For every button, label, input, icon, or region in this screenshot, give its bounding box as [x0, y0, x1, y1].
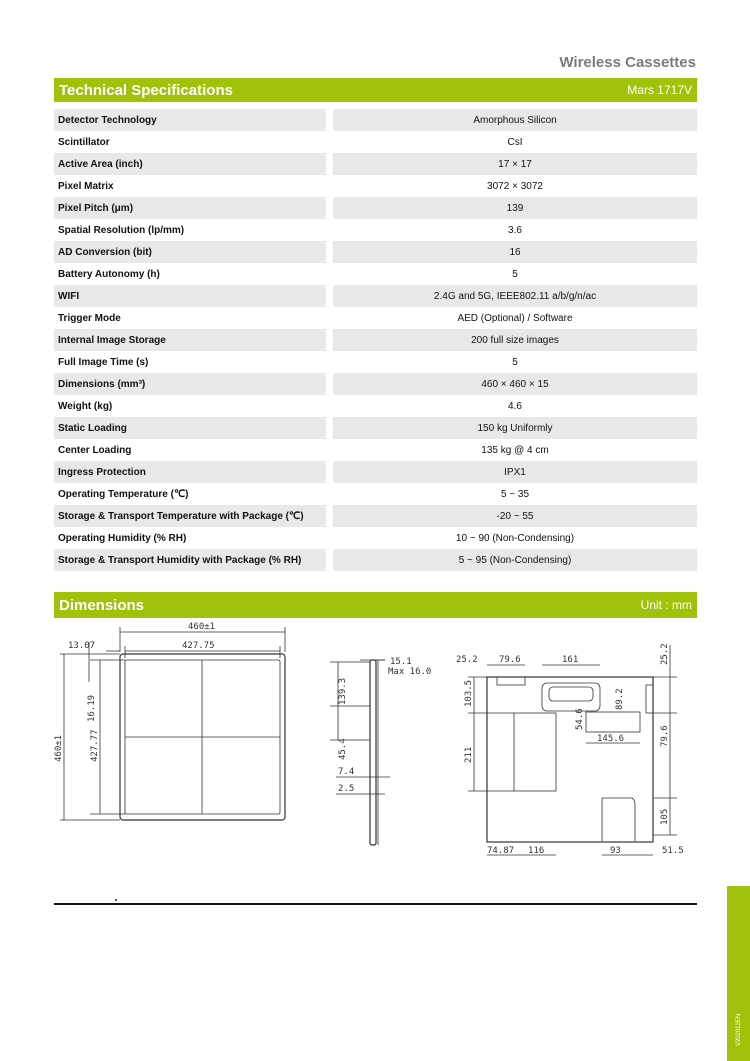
back-bottom-2: 116 [528, 846, 545, 856]
back-right-mid: 79.6 [660, 725, 670, 747]
dimensions-section-header [54, 592, 697, 618]
spec-label: Ingress Protection [54, 461, 326, 483]
back-bottom-4: 51.5 [662, 846, 684, 856]
spec-label: Storage & Transport Humidity with Package (% RH) [54, 549, 326, 571]
back-handle: 161 [562, 655, 579, 665]
spec-row [54, 549, 697, 571]
spec-section-header [54, 78, 697, 102]
spec-label: Detector Technology [54, 109, 326, 131]
spec-row [54, 461, 697, 483]
spec-value: 5 ~ 35 [500, 488, 530, 500]
spec-label: Active Area (inch) [54, 153, 326, 175]
front-left-margin: 13.07 [68, 641, 96, 651]
spec-label: Scintillator [58, 136, 110, 148]
side-dim-139: 139.3 [338, 677, 348, 705]
spec-value: 5 [512, 356, 518, 368]
footer-divider [54, 903, 697, 905]
spec-row [54, 483, 697, 505]
spec-label: Operating Temperature (℃) [58, 488, 189, 500]
spec-row [54, 329, 697, 351]
back-top-left: 25.2 [456, 655, 478, 665]
spec-value: 460 × 460 × 15 [333, 373, 697, 395]
spec-value: Amorphous Silicon [333, 109, 697, 131]
spec-row [54, 505, 697, 527]
back-bottom-1: 74.87 [487, 846, 515, 856]
dimensions-section-title: Dimensions [59, 596, 145, 614]
spec-value: AED (Optional) / Software [457, 312, 573, 324]
spec-label: Weight (kg) [58, 400, 113, 412]
back-right-bottom: 105 [660, 808, 670, 825]
spec-section-title: Technical Specifications [59, 81, 233, 99]
side-dim-45: 45.4 [338, 738, 348, 760]
spec-label: Battery Autonomy (h) [58, 268, 160, 280]
back-left-top: 103.5 [464, 679, 474, 707]
spec-value: IPX1 [333, 461, 697, 483]
spec-label: Spatial Resolution (lp/mm) [58, 224, 185, 236]
spec-value: 17 × 17 [333, 153, 697, 175]
spec-row [54, 351, 697, 373]
back-label-width: 145.6 [597, 734, 625, 744]
spec-label: Storage & Transport Temperature with Package (℃) [54, 505, 326, 527]
back-left-mid: 211 [464, 746, 474, 763]
spec-row [54, 373, 697, 395]
front-active-width: 427.75 [182, 641, 215, 651]
spec-label: Dimensions (mm³) [54, 373, 326, 395]
side-thickness: 15.1 [390, 657, 412, 667]
front-outer-height: 460±1 [54, 734, 64, 762]
back-right-top: 25.2 [660, 643, 670, 665]
spec-row [54, 131, 697, 153]
spec-row [54, 263, 697, 285]
spec-value: 139 [333, 197, 697, 219]
back-view-drawing [452, 635, 697, 870]
front-view-drawing [54, 622, 305, 867]
spec-row [54, 109, 697, 131]
back-label-height: 89.2 [615, 688, 625, 710]
spec-row [54, 527, 697, 549]
spec-label: Trigger Mode [58, 312, 121, 324]
spec-label: Internal Image Storage [54, 329, 326, 351]
spec-value: CsI [507, 136, 523, 148]
version-code: V202012EN [735, 1013, 742, 1047]
spec-value: 4.6 [508, 400, 522, 412]
front-outer-width: 460±1 [188, 622, 216, 632]
spec-value: 5 [512, 268, 518, 280]
version-tab [727, 886, 750, 1061]
spec-row [54, 241, 697, 263]
spec-value: 3.6 [508, 224, 522, 236]
spec-table [54, 109, 697, 571]
footer-mark [115, 899, 117, 901]
document-category: Wireless Cassettes [559, 54, 696, 71]
spec-value: 5 ~ 95 (Non-Condensing) [333, 549, 697, 571]
spec-label: AD Conversion (bit) [54, 241, 326, 263]
back-bottom-3: 93 [610, 846, 621, 856]
spec-value: 2.4G and 5G, IEEE802.11 a/b/g/n/ac [333, 285, 697, 307]
unit-label: Unit : mm [640, 598, 692, 612]
spec-row [54, 219, 697, 241]
front-top-margin: 16.19 [87, 694, 97, 722]
spec-row [54, 417, 697, 439]
back-top-slot: 79.6 [499, 655, 521, 665]
spec-value: -20 ~ 55 [333, 505, 697, 527]
spec-label: Pixel Matrix [58, 180, 114, 192]
side-view-drawing [330, 650, 440, 850]
spec-value: 200 full size images [333, 329, 697, 351]
spec-value: 150 kg Uniformly [333, 417, 697, 439]
spec-value: 135 kg @ 4 cm [481, 444, 549, 456]
spec-label: Static Loading [54, 417, 326, 439]
spec-row [54, 285, 697, 307]
spec-label: WIFI [54, 285, 326, 307]
spec-row [54, 439, 697, 461]
spec-label: Pixel Pitch (μm) [54, 197, 326, 219]
spec-label: Center Loading [58, 444, 132, 456]
spec-row [54, 307, 697, 329]
side-max-thickness: Max 16.0 [388, 667, 432, 677]
front-active-height: 427.77 [90, 729, 100, 762]
spec-row [54, 153, 697, 175]
spec-label: Operating Humidity (% RH) [58, 532, 187, 544]
spec-label: Full Image Time (s) [58, 356, 149, 368]
spec-value: 16 [333, 241, 697, 263]
spec-row [54, 395, 697, 417]
side-dim-7: 7.4 [338, 767, 355, 777]
spec-row [54, 197, 697, 219]
spec-value: 3072 × 3072 [487, 180, 543, 192]
back-label-small: 54.6 [575, 708, 585, 730]
side-dim-2: 2.5 [338, 784, 355, 794]
model-name: Mars 1717V [627, 83, 692, 97]
spec-value: 10 ~ 90 (Non-Condensing) [455, 532, 575, 544]
spec-row [54, 175, 697, 197]
